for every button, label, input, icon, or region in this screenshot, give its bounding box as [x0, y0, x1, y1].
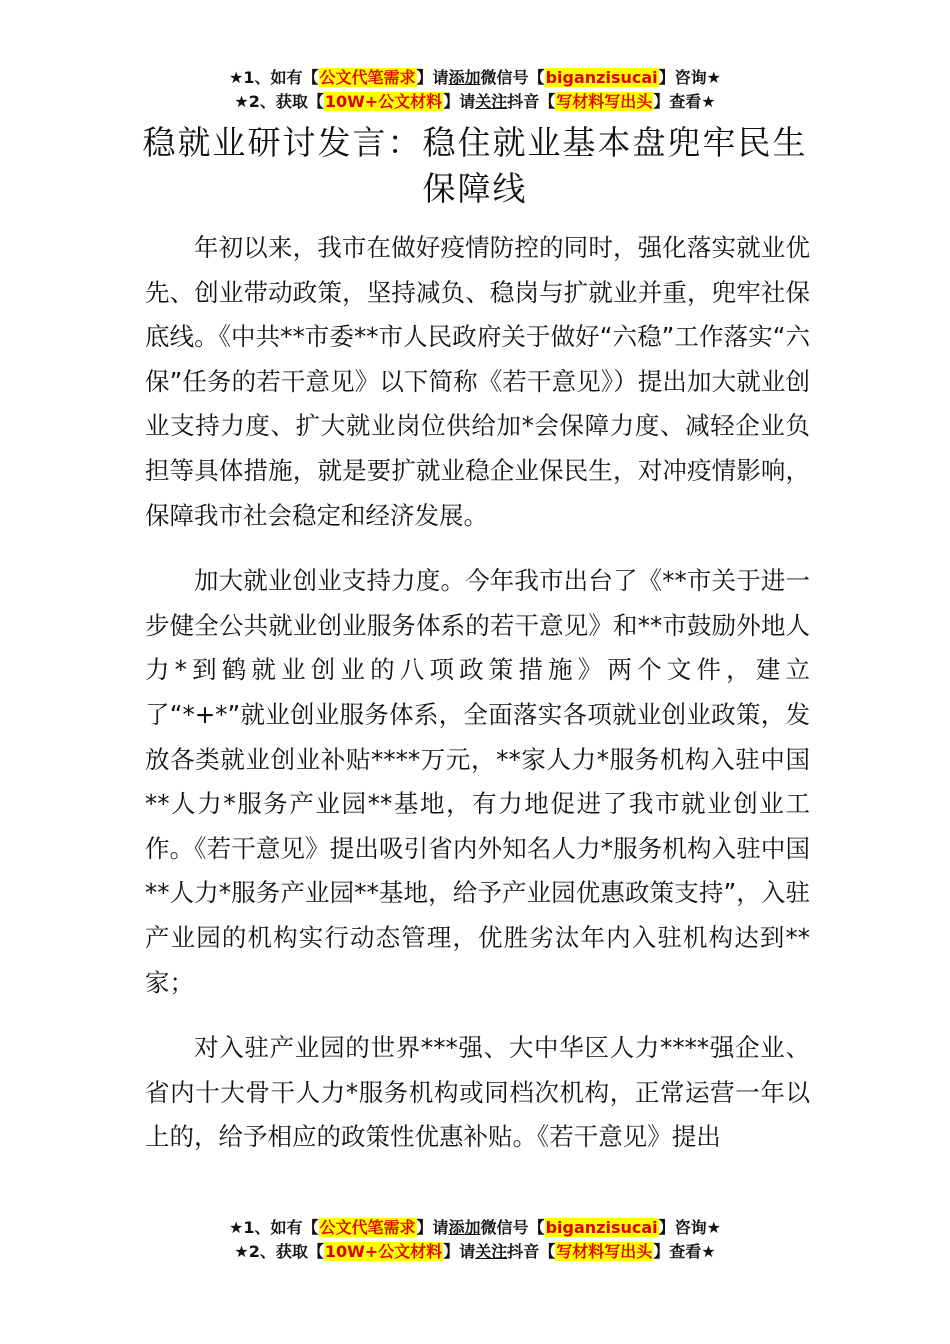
banner-text: 】请 — [443, 92, 476, 111]
highlight-wechat-id: biganzisucai — [545, 1218, 658, 1237]
banner-line-2 — [0, 1240, 950, 1264]
banner-text: ★2、获取【 — [234, 1242, 324, 1261]
highlight-service: 公文代笔需求 — [319, 1218, 416, 1237]
paragraph-2: 加大就业创业支持力度。今年我市出台了《**市关于进一步健全公共就业创业服务体系的若干意见》和**市鼓励外地人力*到鹤就业创业的八项政策措施》两个文件，建立了“*+*”就业创业服务体系，全面落实各项就业创业政策，发放各类就业创业补贴****万元，**家人力*服务机构入驻中国**人力*服务产业园**基地，有力地促进了我市就业创业工作。《若干意见》提出吸引省内外知名人力*服务机构入驻中国**人力*服务产业园**基地，给予产业园优惠政策支持”，入驻产业园的机构实行动态管理，优胜劣汰年内入驻机构达到**家； — [145, 566, 810, 997]
banner-text: 抖音【 — [507, 1242, 556, 1261]
footer-banner — [0, 1216, 950, 1264]
banner-text: 】咨询★ — [658, 68, 721, 87]
banner-text: 】查看★ — [653, 92, 716, 111]
banner-text: ★2、获取【 — [234, 92, 324, 111]
highlight-wechat-id: biganzisucai — [545, 68, 658, 87]
emphasis-add: 添加 — [448, 1218, 481, 1237]
banner-line-1 — [0, 66, 950, 90]
banner-text: ★1、如有【 — [229, 68, 319, 87]
banner-line-1 — [0, 1216, 950, 1240]
emphasis-add: 添加 — [448, 68, 481, 87]
paragraph-1: 年初以来，我市在做好疫情防控的同时，强化落实就业优先、创业带动政策，坚持减负、稳岗与扩就业并重，兜牢社保底线。《中共**市委**市人民政府关于做好“六稳”工作落实“六保”任务的若干意见》以下简称《若干意见》）提出加大就业创业支持力度、扩大就业岗位供给加*会保障力度、减轻企业负担等具体措施，就是要扩就业稳企业保民生，对冲疫情影响，保障我市社会稳定和经济发展。 — [145, 233, 810, 530]
banner-text: 抖音【 — [507, 92, 556, 111]
banner-text: 】咨询★ — [658, 1218, 721, 1237]
banner-text: 】查看★ — [653, 1242, 716, 1261]
highlight-douyin: 写材料写出头 — [556, 92, 653, 111]
banner-text: 】请 — [443, 1242, 476, 1261]
highlight-materials: 10W+公文材料 — [324, 92, 443, 111]
banner-text: 微信号【 — [480, 1218, 545, 1237]
banner-text: 】请 — [416, 1218, 449, 1237]
banner-text: 】请 — [416, 68, 449, 87]
emphasis-follow: 关注 — [475, 1242, 508, 1261]
highlight-service: 公文代笔需求 — [319, 68, 416, 87]
highlight-materials: 10W+公文材料 — [324, 1242, 443, 1261]
banner-text: 微信号【 — [480, 68, 545, 87]
document-title: 稳就业研讨发言：稳住就业基本盘兜牢民生保障线 — [142, 123, 808, 208]
header-banner — [0, 66, 950, 114]
banner-text: ★1、如有【 — [229, 1218, 319, 1237]
document-body — [145, 226, 810, 1160]
highlight-douyin: 写材料写出头 — [556, 1242, 653, 1261]
emphasis-follow: 关注 — [475, 92, 508, 111]
paragraph-3: 对入驻产业园的世界***强、大中华区人力****强企业、省内十大骨干人力*服务机构或同档次机构，正常运营一年以上的，给予相应的政策性优惠补贴。《若干意见》提出 — [145, 1033, 810, 1152]
banner-line-2 — [0, 90, 950, 114]
